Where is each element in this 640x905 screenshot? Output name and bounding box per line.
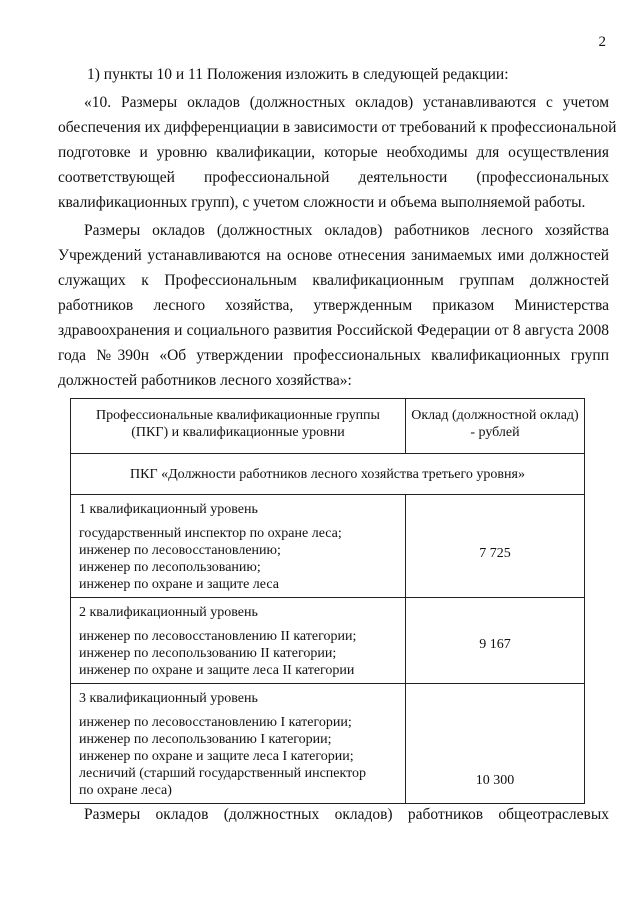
table-row	[71, 495, 585, 598]
level-title: 2 квалификационный уровень	[79, 605, 258, 620]
paragraph-10-line: соответствующей профессиональной деятельности (профессиональных	[58, 169, 609, 186]
salary-cell: 7 725	[406, 495, 585, 598]
salary-table	[70, 398, 585, 804]
position-item: инженер по лесопользованию II категории;	[79, 646, 337, 661]
paragraph-10-line: «10. Размеры окладов (должностных окладов) устанавливаются с учетом	[84, 94, 609, 111]
position-item: инженер по лесопользованию;	[79, 560, 261, 575]
position-item: инженер по охране и защите леса I категории;	[79, 749, 354, 764]
position-item: инженер по лесовосстановлению I категории;	[79, 715, 352, 730]
position-item: инженер по охране и защите леса	[79, 577, 279, 592]
level-positions	[79, 628, 399, 679]
paragraph-10-line: обеспечения их дифференциации в зависимости от требований к профессиональной	[58, 119, 617, 136]
paragraph-salary-line: Учреждений устанавливаются на основе отнесения занимаемых ими должностей	[58, 247, 609, 264]
level-cell	[71, 598, 406, 684]
paragraph-next: Размеры окладов (должностных окладов) работников общеотраслевых	[84, 806, 609, 823]
table-row	[71, 684, 585, 804]
paragraph-salary-line: работников лесного хозяйства, утвержденным приказом Министерства	[58, 297, 609, 314]
header-salary-cell: Оклад (должностной оклад) - рублей	[406, 399, 585, 454]
position-item: инженер по лесовосстановлению II категории;	[79, 629, 357, 644]
level-cell	[71, 684, 406, 804]
paragraph-10-line: квалификационных групп), с учетом сложности и объема выполняемой работы.	[58, 194, 586, 211]
level-title: 3 квалификационный уровень	[79, 691, 258, 706]
paragraph-intro: 1) пункты 10 и 11 Положения изложить в следующей редакции:	[87, 66, 509, 83]
position-item: инженер по охране и защите леса II категории	[79, 663, 355, 678]
table-group-row	[71, 454, 585, 495]
salary-cell: 10 300	[406, 684, 585, 804]
position-item: по охране леса)	[79, 783, 172, 798]
page-number: 2	[598, 34, 606, 50]
group-cell: ПКГ «Должности работников лесного хозяйства третьего уровня»	[71, 454, 585, 495]
level-positions	[79, 714, 399, 799]
position-item: государственный инспектор по охране леса;	[79, 526, 342, 541]
paragraph-salary-line: должностей работников лесного хозяйства»:	[58, 372, 352, 389]
paragraph-salary-line: Размеры окладов (должностных окладов) работников лесного хозяйства	[84, 222, 609, 239]
header-pkg-cell: Профессиональные квалификационные группы (ПКГ) и квалификационные уровни	[71, 399, 406, 454]
level-title: 1 квалификационный уровень	[79, 502, 258, 517]
paragraph-salary-line: здравоохранения и социального развития Российской Федерации от 8 августа 2008	[58, 322, 609, 339]
paragraph-salary-line: года №390н «Об утверждении профессиональных квалификационных групп	[58, 347, 609, 364]
position-item: лесничий (старший государственный инспектор	[79, 766, 367, 781]
level-positions	[79, 525, 399, 593]
table-header-row	[71, 399, 585, 454]
table-row	[71, 598, 585, 684]
salary-cell: 9 167	[406, 598, 585, 684]
paragraph-salary-line: служащих к Профессиональным квалификационным группам должностей	[58, 272, 609, 289]
paragraph-10-line: подготовке и уровню квалификации, которые необходимы для осуществления	[58, 144, 609, 161]
level-cell	[71, 495, 406, 598]
position-item: инженер по лесопользованию I категории;	[79, 732, 332, 747]
position-item: инженер по лесовосстановлению;	[79, 543, 281, 558]
